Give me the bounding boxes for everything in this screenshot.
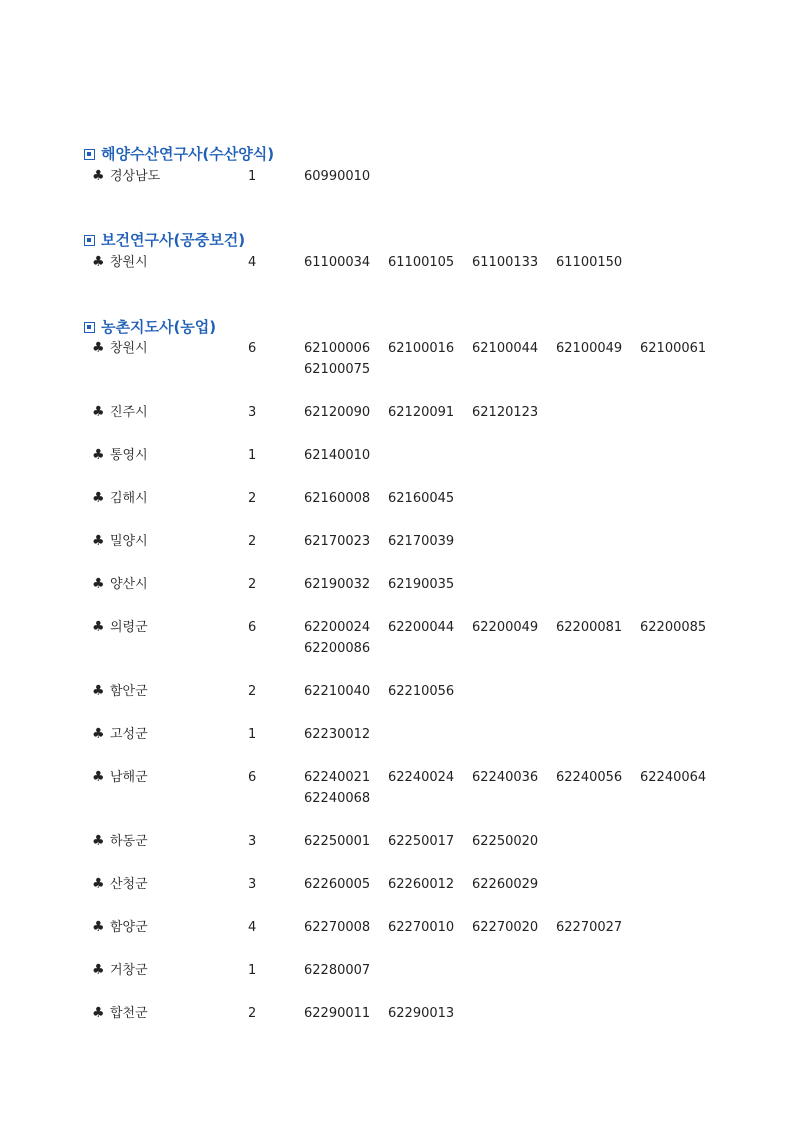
region-cell	[92, 531, 148, 552]
code: 62260005	[304, 877, 371, 892]
region-name: 창원시	[110, 255, 148, 270]
code: 61100034	[304, 255, 371, 270]
code: 62190032	[304, 577, 371, 592]
region-name: 김해시	[110, 491, 148, 506]
count-cell: 2	[248, 534, 257, 549]
club-icon: ♣	[92, 726, 105, 742]
region-name: 하동군	[110, 834, 148, 849]
code-list	[304, 617, 734, 659]
code: 62170039	[388, 534, 455, 549]
region-cell	[92, 574, 148, 595]
code: 62240068	[304, 791, 371, 806]
region-cell	[92, 488, 148, 509]
club-icon: ♣	[92, 769, 105, 785]
club-icon: ♣	[92, 490, 105, 506]
code-list	[304, 252, 734, 273]
code-list	[304, 1003, 734, 1024]
code-list	[304, 917, 734, 938]
region-cell	[92, 767, 148, 788]
count-cell: 6	[248, 620, 257, 635]
code: 62200086	[304, 641, 371, 656]
region-name: 진주시	[110, 405, 148, 420]
count-cell: 3	[248, 877, 257, 892]
club-icon: ♣	[92, 404, 105, 420]
region-cell	[92, 166, 160, 187]
club-icon: ♣	[92, 447, 105, 463]
count-cell: 2	[248, 577, 257, 592]
section-title	[84, 229, 784, 251]
region-name: 통영시	[110, 448, 148, 463]
region-cell	[92, 917, 148, 938]
club-icon: ♣	[92, 533, 105, 549]
region-cell	[92, 960, 148, 981]
count-cell: 1	[248, 169, 257, 184]
code: 62240021	[304, 770, 371, 785]
region-name: 거창군	[110, 963, 148, 978]
count-cell: 4	[248, 255, 257, 270]
count-cell: 1	[248, 963, 257, 978]
section-title	[84, 143, 784, 165]
code: 62240056	[556, 770, 623, 785]
code: 61100150	[556, 255, 623, 270]
code: 62100075	[304, 362, 371, 377]
code-list	[304, 338, 734, 380]
count-cell: 2	[248, 491, 257, 506]
region-cell	[92, 402, 148, 423]
section-title-text: 해양수산연구사(수산양식)	[101, 145, 275, 163]
count-cell: 2	[248, 684, 257, 699]
code-list	[304, 831, 734, 852]
count-cell: 3	[248, 834, 257, 849]
region-name: 남해군	[110, 770, 148, 785]
code-list	[304, 402, 734, 423]
code: 62100006	[304, 341, 371, 356]
code: 62120123	[472, 405, 539, 420]
code-list	[304, 445, 734, 466]
code: 62250020	[472, 834, 539, 849]
region-name: 의령군	[110, 620, 148, 635]
region-cell	[92, 681, 148, 702]
code-list	[304, 960, 734, 981]
club-icon: ♣	[92, 254, 105, 270]
region-cell	[92, 874, 148, 895]
region-name: 밀양시	[110, 534, 148, 549]
code: 62200024	[304, 620, 371, 635]
region-name: 합천군	[110, 1006, 148, 1021]
code: 62240036	[472, 770, 539, 785]
code: 62260029	[472, 877, 539, 892]
code: 62100049	[556, 341, 623, 356]
code: 62270010	[388, 920, 455, 935]
code-list	[304, 166, 734, 187]
club-icon: ♣	[92, 876, 105, 892]
region-cell	[92, 724, 148, 745]
code: 62120090	[304, 405, 371, 420]
code: 62170023	[304, 534, 371, 549]
code: 60990010	[304, 169, 371, 184]
region-name: 고성군	[110, 727, 148, 742]
code-list	[304, 681, 734, 702]
code-list	[304, 531, 734, 552]
code: 62190035	[388, 577, 455, 592]
count-cell: 1	[248, 727, 257, 742]
square-bullet-icon	[84, 149, 95, 160]
count-cell: 2	[248, 1006, 257, 1021]
code: 62270027	[556, 920, 623, 935]
section-title-text: 농촌지도사(농업)	[101, 318, 217, 336]
region-name: 양산시	[110, 577, 148, 592]
region-cell	[92, 831, 148, 852]
club-icon: ♣	[92, 168, 105, 184]
code-list	[304, 874, 734, 895]
region-name: 함양군	[110, 920, 148, 935]
region-name: 경상남도	[110, 169, 161, 184]
code: 62240064	[640, 770, 707, 785]
club-icon: ♣	[92, 833, 105, 849]
club-icon: ♣	[92, 576, 105, 592]
square-bullet-icon	[84, 322, 95, 333]
code: 62160008	[304, 491, 371, 506]
section-agriculture	[84, 316, 784, 338]
club-icon: ♣	[92, 683, 105, 699]
count-cell: 3	[248, 405, 257, 420]
code: 62210040	[304, 684, 371, 699]
region-cell	[92, 252, 148, 273]
code: 62120091	[388, 405, 455, 420]
code-list	[304, 767, 734, 809]
section-public-health	[84, 229, 784, 270]
code: 62250017	[388, 834, 455, 849]
code: 62200049	[472, 620, 539, 635]
code: 62230012	[304, 727, 371, 742]
code: 62240024	[388, 770, 455, 785]
code: 62250001	[304, 834, 371, 849]
code: 62160045	[388, 491, 455, 506]
code: 62280007	[304, 963, 371, 978]
code: 62200085	[640, 620, 707, 635]
code: 62290013	[388, 1006, 455, 1021]
code: 62270008	[304, 920, 371, 935]
code: 62140010	[304, 448, 371, 463]
code: 62100061	[640, 341, 707, 356]
code: 62100044	[472, 341, 539, 356]
count-cell: 1	[248, 448, 257, 463]
code: 62270020	[472, 920, 539, 935]
code: 62200044	[388, 620, 455, 635]
section-title	[84, 316, 784, 338]
count-cell: 6	[248, 341, 257, 356]
count-cell: 6	[248, 770, 257, 785]
club-icon: ♣	[92, 340, 105, 356]
region-name: 산청군	[110, 877, 148, 892]
code-list	[304, 724, 734, 745]
region-name: 창원시	[110, 341, 148, 356]
region-cell	[92, 338, 148, 359]
club-icon: ♣	[92, 619, 105, 635]
region-cell	[92, 445, 148, 466]
club-icon: ♣	[92, 1005, 105, 1021]
code-list	[304, 574, 734, 595]
club-icon: ♣	[92, 962, 105, 978]
code: 62290011	[304, 1006, 371, 1021]
code: 61100105	[388, 255, 455, 270]
code-list	[304, 488, 734, 509]
code: 61100133	[472, 255, 539, 270]
code: 62100016	[388, 341, 455, 356]
section-title-text: 보건연구사(공중보건)	[101, 231, 246, 249]
region-name: 함안군	[110, 684, 148, 699]
code: 62210056	[388, 684, 455, 699]
code: 62200081	[556, 620, 623, 635]
section-marine-fisheries	[84, 143, 784, 184]
code: 62260012	[388, 877, 455, 892]
count-cell: 4	[248, 920, 257, 935]
region-cell	[92, 1003, 148, 1024]
square-bullet-icon	[84, 235, 95, 246]
club-icon: ♣	[92, 919, 105, 935]
region-cell	[92, 617, 148, 638]
